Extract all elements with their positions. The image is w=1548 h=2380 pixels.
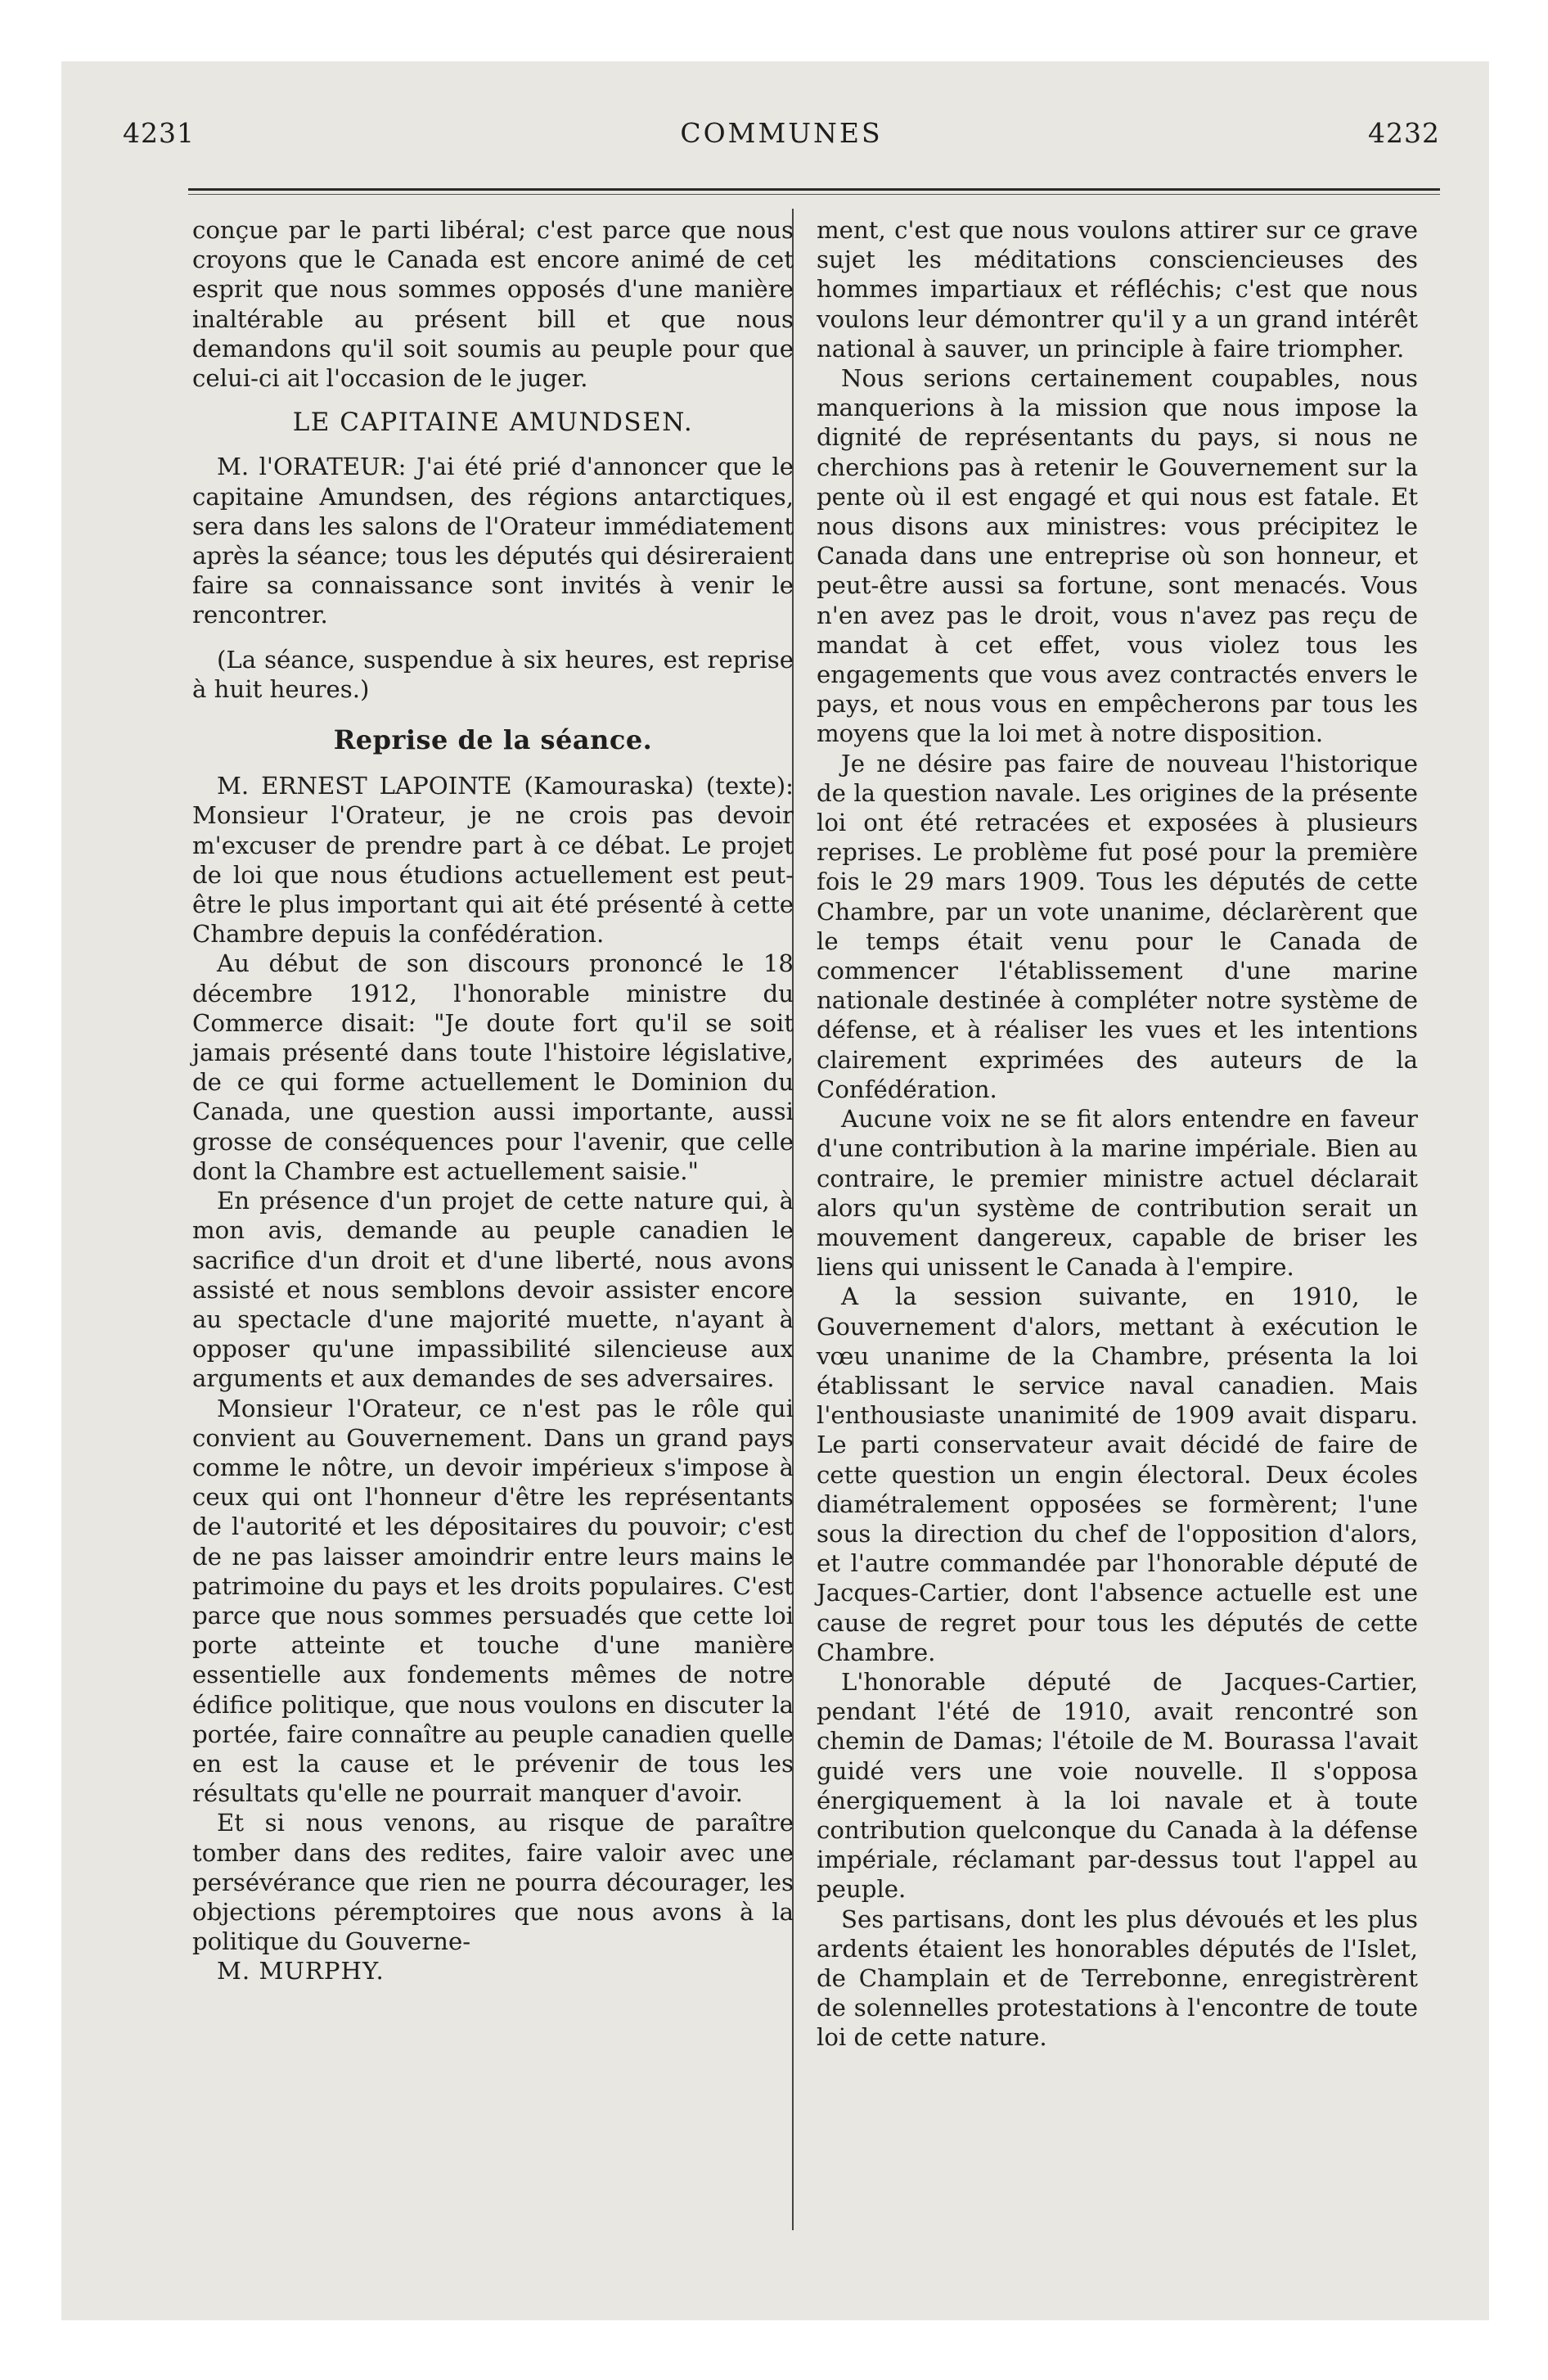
speaker-signature: M. MURPHY. xyxy=(217,1957,385,1986)
page-number-right: 4232 xyxy=(1368,117,1440,149)
paragraph: Et si nous venons, au risque de paraître tomber dans des redites, faire valoir avec une persévérance que rien ne pourra décourager, les objections péremptoires que nous avons à la politique du Gouverne- xyxy=(192,1809,794,1956)
paragraph: Ses partisans, dont les plus dévoués et les plus ardents étaient les honorables députés de l'Islet, de Champlain et de Terrebonne, enregistrèrent de solennelles protestations à l'encontre de toute loi de cette nature. xyxy=(817,1904,1418,2052)
section-heading-amundsen: LE CAPITAINE AMUNDSEN. xyxy=(292,408,694,438)
page-number-left: 4231 xyxy=(123,117,195,149)
paragraph: En présence d'un projet de cette nature qui, à mon avis, demande au peuple canadien le sacrifice d'un droit et d'une liberté, nous avons assisté et nous semblons devoir assister encore au spectacle d'une majorité muette, n'ayant à opposer qu'une impassibilité silencieuse aux arguments et aux demandes de ses adversaires. xyxy=(192,1187,794,1393)
paragraph: Nous serions certainement coupables, nous manquerions à la mission que nous impose la dignité de représentants du pays, si nous ne cherchions pas à retenir le Gouvernement sur la pente où il est engagé et qui nous est fatale. Et nous disons aux ministres: vous précipitez le Canada dans une entreprise où son honneur, et peut-être aussi sa fortune, sont menacés. Vous n'en avez pas le droit, vous n'avez pas reçu de mandat à cet effet, vous violez tous les engagements que vous avez contractés envers le pays, et nous vous en empêcherons par tous les moyens que la loi met à notre disposition. xyxy=(817,364,1418,748)
paragraph: M. ERNEST LAPOINTE (Kamouraska) (texte): Monsieur l'Orateur, je ne crois pas devoir m'excuser de prendre part à ce débat. Le projet de loi que nous étudions actuellement est peut-être le plus important qui ait été présenté à cette Chambre depuis la confédération. xyxy=(192,772,794,949)
paragraph: M. l'ORATEUR: J'ai été prié d'annoncer que le capitaine Amundsen, des régions antarctiques, sera dans les salons de l'Orateur immédiatement après la séance; tous les députés qui désireraient faire sa connaissance sont invités à venir le rencontrer. xyxy=(192,453,794,629)
left-column xyxy=(192,215,794,1986)
section-heading-reprise: Reprise de la séance. xyxy=(333,724,653,756)
paragraph: Je ne désire pas faire de nouveau l'historique de la question navale. Les origines de la présente loi ont été retracées et exposées à plusieurs reprises. Le problème fut posé pour la première fois le 29 mars 1909. Tous les députés de cette Chambre, par un vote unanime, déclarèrent que le temps était venu pour le Canada de commencer l'établissement d'une marine nationale destinée à compléter notre système de défense, et à réaliser les vues et les intentions clairement exprimées des auteurs de la Confédération. xyxy=(817,749,1418,1103)
header-rule-thick xyxy=(188,188,1440,191)
paragraph: Aucune voix ne se fit alors entendre en faveur d'une contribution à la marine impériale. Bien au contraire, le premier ministre actuel déclarait alors qu'un système de contribution serait un mouvement dangereux, capable de briser les liens qui unissent le Canada à l'empire. xyxy=(817,1105,1418,1282)
procedural-note: (La séance, suspendue à six heures, est reprise à huit heures.) xyxy=(192,645,794,703)
header-rule-thin xyxy=(188,194,1440,195)
paragraph: conçue par le parti libéral; c'est parce que nous croyons que le Canada est encore animé de cet esprit que nous sommes opposés d'une manière inaltérable au présent bill et que nous demandons qu'il soit soumis au peuple pour que celui-ci ait l'occasion de le juger. xyxy=(192,216,794,393)
right-column xyxy=(817,215,1418,2053)
paragraph: ment, c'est que nous voulons attirer sur ce grave sujet les méditations consciencieuses des hommes impartiaux et réfléchis; c'est que nous voulons leur démontrer qu'il y a un grand intérêt national à sauver, un principle à faire triompher. xyxy=(817,216,1418,363)
paragraph: L'honorable député de Jacques-Cartier, pendant l'été de 1910, avait rencontré son chemin de Damas; l'étoile de M. Bourassa l'avait guidé vers une voie nouvelle. Il s'opposa énergiquement à la loi navale et à toute contribution quelconque du Canada à la défense impériale, réclamant par-dessus tout l'appel au peuple. xyxy=(817,1667,1418,1904)
hansard-page xyxy=(123,102,1440,2312)
page-header xyxy=(123,117,1440,150)
paragraph: Au début de son discours prononcé le 18 décembre 1912, l'honorable ministre du Commerce disait: "Je doute fort qu'il se soit jamais présenté dans toute l'histoire législative, de ce qui forme actuellement le Dominion du Canada, une question aussi importante, aussi grosse de conséquences pour l'avenir, que celle dont la Chambre est actuellement saisie." xyxy=(192,949,794,1185)
paragraph: A la session suivante, en 1910, le Gouvernement d'alors, mettant à exécution le vœu unanime de la Chambre, présenta la loi établissant le service naval canadien. Mais l'enthousiaste unanimité de 1909 avait disparu. Le parti conservateur avait décidé de faire de cette question un engin électoral. Deux écoles diamétralement opposées se formèrent; l'une sous la direction du chef de l'opposition d'alors, et l'autre commandée par l'honorable député de Jacques-Cartier, dont l'absence actuelle est une cause de regret pour tous les députés de cette Chambre. xyxy=(817,1282,1418,1666)
running-title: COMMUNES xyxy=(680,117,883,149)
paragraph: Monsieur l'Orateur, ce n'est pas le rôle qui convient au Gouvernement. Dans un grand pays comme le nôtre, un devoir impérieux s'impose à ceux qui ont l'honneur d'être les représentants de l'autorité et les dépositaires du pouvoir; c'est de ne pas laisser amoindrir entre leurs mains le patrimoine du pays et les droits populaires. C'est parce que nous sommes persuadés que cette loi porte atteinte et touche d'une manière essentielle aux fondements mêmes de notre édifice politique, que nous voulons en discuter la portée, faire connaître au peuple canadien quelle en est la cause et le prévenir de tous les résultats qu'elle ne pourrait manquer d'avoir. xyxy=(192,1394,794,1808)
